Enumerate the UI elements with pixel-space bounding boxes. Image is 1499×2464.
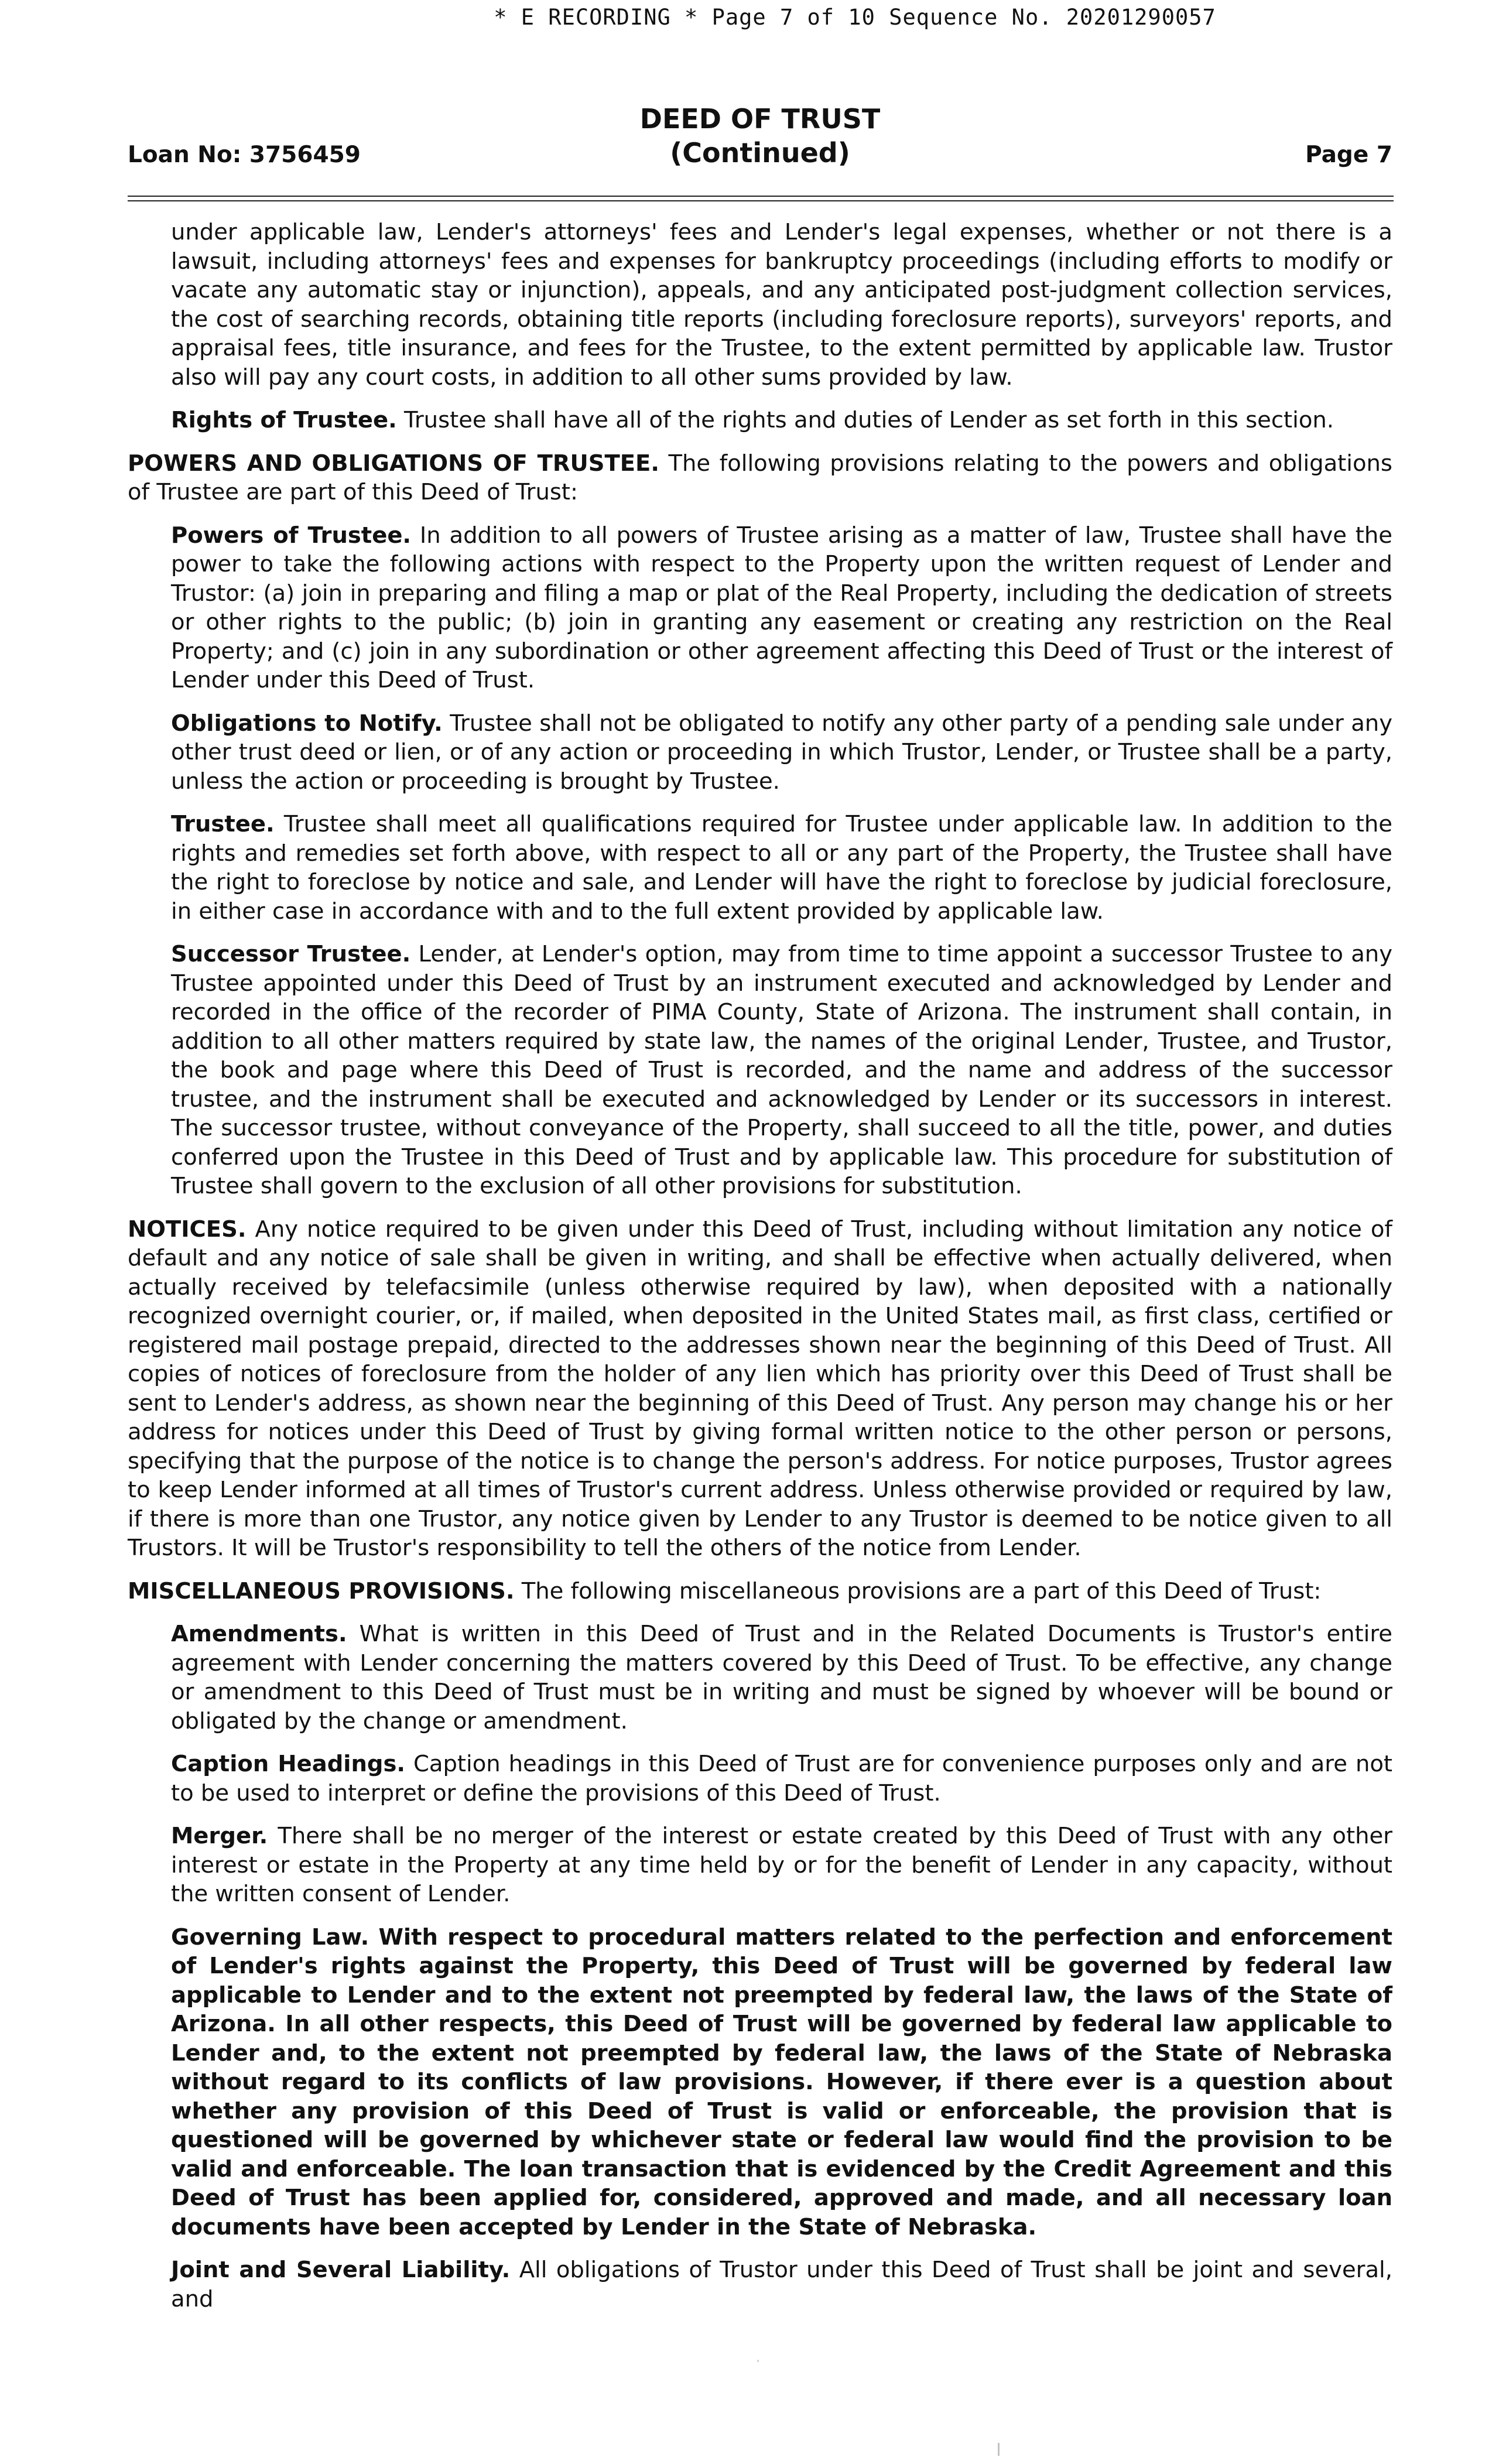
document-header xyxy=(128,100,1392,176)
paragraph-obligations-to-notify xyxy=(128,709,1392,796)
header-rule-bottom xyxy=(128,200,1394,201)
heading-miscellaneous: MISCELLANEOUS PROVISIONS. xyxy=(128,1577,515,1604)
paragraph-rights-of-trustee xyxy=(128,406,1392,435)
recording-header: * E RECORDING * Page 7 of 10 Sequence No. 20201290057 xyxy=(494,5,1216,30)
heading-rights-of-trustee: Rights of Trustee. xyxy=(171,407,397,433)
scan-speck xyxy=(998,2443,1000,2456)
text-joint-several-liability: All obligations of Trustor under this Deed of Trust shall be joint and several, and xyxy=(171,2257,1392,2312)
header-rule-top xyxy=(128,196,1394,197)
document-body xyxy=(128,218,1392,2328)
heading-joint-several-liability: Joint and Several Liability. xyxy=(171,2257,511,2283)
paragraph-amendments xyxy=(128,1620,1392,1736)
paragraph-trustee xyxy=(128,810,1392,926)
heading-trustee: Trustee. xyxy=(171,811,275,837)
paragraph-fees: under applicable law, Lender's attorneys' fees and Lender's legal expenses, whether or not there is a lawsuit, including attorneys' fees and expenses for bankruptcy proceedings (including efforts to modify or vacate any automatic stay or injunction), appeals, and any anticipated post-judgment collection services, the cost of searching records, obtaining title reports (including foreclosure reports), surveyors' reports, and appraisal fees, title insurance, and fees for the Trustee, to the extent permitted by applicable law. Trustor also will pay any court costs, in addition to all other sums provided by law. xyxy=(171,219,1392,391)
text-successor-trustee: Lender, at Lender's option, may from time to time appoint a successor Trustee to any Trustee appointed under this Deed of Trust by an instrument executed and acknowledged by Lender and recorded in the office of the recorder of PIMA County, State of Arizona. The instrument shall contain, in addition to all other matters required by state law, the names of the original Lender, Trustee, and Trustor, the book and page where this Deed of Trust is recorded, and the name and address of the successor trustee, and the instrument shall be executed and acknowledged by Lender or its successors in interest. The successor trustee, without conveyance of the Property, shall succeed to all the title, power, and duties conferred upon the Trustee in this Deed of Trust and by applicable law. This procedure for substitution of Trustee shall govern to the exclusion of all other provisions for substitution. xyxy=(171,941,1392,1199)
heading-powers-of-trustee: Powers of Trustee. xyxy=(171,522,412,549)
text-miscellaneous: The following miscellaneous provisions are a part of this Deed of Trust: xyxy=(521,1577,1322,1604)
heading-caption-headings: Caption Headings. xyxy=(171,1751,405,1777)
heading-notices: NOTICES. xyxy=(128,1216,247,1243)
paragraph-powers-of-trustee xyxy=(128,521,1392,695)
text-merger: There shall be no merger of the interest or estate created by this Deed of Trust with any other interest or estate in the Property at any time held by or for the benefit of Lender in any capacity, without the written consent of Lender. xyxy=(171,1823,1392,1907)
text-powers-of-trustee: In addition to all powers of Trustee arising as a matter of law, Trustee shall have the power to take the following actions with respect to the Property upon the written request of Lender and Trustor: (a) join in preparing and filing a map or plat of the Real Property, including the dedication of streets or other rights to the public; (b) join in granting any easement or creating any restriction on the Real Property; and (c) join in any subordination or other agreement affecting this Deed of Trust or the interest of Lender under this Deed of Trust. xyxy=(171,522,1392,693)
text-rights-of-trustee: Trustee shall have all of the rights and duties of Lender as set forth in this section. xyxy=(403,407,1334,433)
text-obligations-to-notify: Trustee shall not be obligated to notify any other party of a pending sale under any other trust deed or lien, or of any action or proceeding in which Trustor, Lender, or Trustee shall be a party, unless the action or proceeding is brought by Trustee. xyxy=(171,710,1392,795)
heading-successor-trustee: Successor Trustee. xyxy=(171,941,411,967)
paragraph-joint-several-liability xyxy=(128,2256,1392,2314)
paragraph-miscellaneous xyxy=(128,1577,1392,1606)
paragraph-powers-obligations xyxy=(128,449,1392,507)
text-trustee: Trustee shall meet all qualifications required for Trustee under applicable law. In addition to the rights and remedies set forth above, with respect to all or any part of the Property, the Trustee shall have the right to foreclose by notice and sale, and Lender will have the right to foreclose by judicial foreclosure, in either case in accordance with and to the full extent provided by applicable law. xyxy=(171,811,1392,925)
heading-amendments: Amendments. xyxy=(171,1621,347,1647)
text-governing-law: With respect to procedural matters related to the perfection and enforcement of Lender's rights against the Property, this Deed of Trust will be governed by federal law applicable to Lender and to the extent not preempted by federal law, the laws of the State of Arizona. In all other respects, this Deed of Trust will be governed by federal law applicable to Lender and, to the extent not preempted by federal law, the laws of the State of Nebraska without regard to its conflicts of law provisions. However, if there ever is a question about whether any provision of this Deed of Trust is valid or enforceable, the provision that is questioned will be governed by whichever state or federal law would find the provision to be valid and enforceable. The loan transaction that is evidenced by the Credit Agreement and this Deed of Trust has been applied for, considered, approved and made, and all necessary loan documents have been accepted by Lender in the State of Nebraska. xyxy=(171,1924,1392,2240)
paragraph-merger xyxy=(128,1822,1392,1909)
document-title xyxy=(128,102,1392,170)
text-caption-headings: Caption headings in this Deed of Trust are for convenience purposes only and are not to be used to interpret or define the provisions of this Deed of Trust. xyxy=(171,1751,1392,1806)
title-line-1: DEED OF TRUST xyxy=(639,103,881,135)
page-number: Page 7 xyxy=(1305,142,1392,168)
paragraph-successor-trustee xyxy=(128,940,1392,1201)
text-powers-obligations: The following provisions relating to the powers and obligations of Trustee are part of this Deed of Trust: xyxy=(128,450,1392,505)
text-amendments: What is written in this Deed of Trust and in the Related Documents is Trustor's entire agreement with Lender concerning the matters covered by this Deed of Trust. To be effective, any change or amendment to this Deed of Trust must be in writing and must be signed by whoever will be bound or obligated by the change or amendment. xyxy=(171,1621,1392,1734)
title-line-2: (Continued) xyxy=(670,137,850,169)
paragraph-notices xyxy=(128,1215,1392,1563)
heading-powers-obligations: POWERS AND OBLIGATIONS OF TRUSTEE. xyxy=(128,450,659,477)
paragraph-governing-law xyxy=(128,1923,1392,2242)
loan-number: Loan No: 3756459 xyxy=(128,142,361,168)
scan-speck xyxy=(757,2360,759,2362)
heading-governing-law: Governing Law. xyxy=(171,1924,369,1950)
paragraph-caption-headings xyxy=(128,1750,1392,1808)
text-notices: Any notice required to be given under this Deed of Trust, including without limitation any notice of default and any notice of sale shall be given in writing, and shall be effective when actually delivered, when actually received by telefacsimile (unless otherwise required by law), when deposited with a nationally recognized overnight courier, or, if mailed, when deposited in the United States mail, as first class, certified or registered mail postage prepaid, directed to the addresses shown near the beginning of this Deed of Trust. All copies of notices of foreclosure from the holder of any lien which has priority over this Deed of Trust shall be sent to Lender's address, as shown near the beginning of this Deed of Trust. Any person may change his or her address for notices under this Deed of Trust by giving formal written notice to the other person or persons, specifying that the purpose of the notice is to change the person's address. For notice purposes, Trustor agrees to keep Lender informed at all times of Trustor's current address. Unless otherwise provided or required by law, if there is more than one Trustor, any notice given by Lender to any Trustor is deemed to be notice given to all Trustors. It will be Trustor's responsibility to tell the others of the notice from Lender. xyxy=(128,1216,1392,1561)
heading-obligations-to-notify: Obligations to Notify. xyxy=(171,710,443,737)
heading-merger: Merger. xyxy=(171,1823,268,1849)
